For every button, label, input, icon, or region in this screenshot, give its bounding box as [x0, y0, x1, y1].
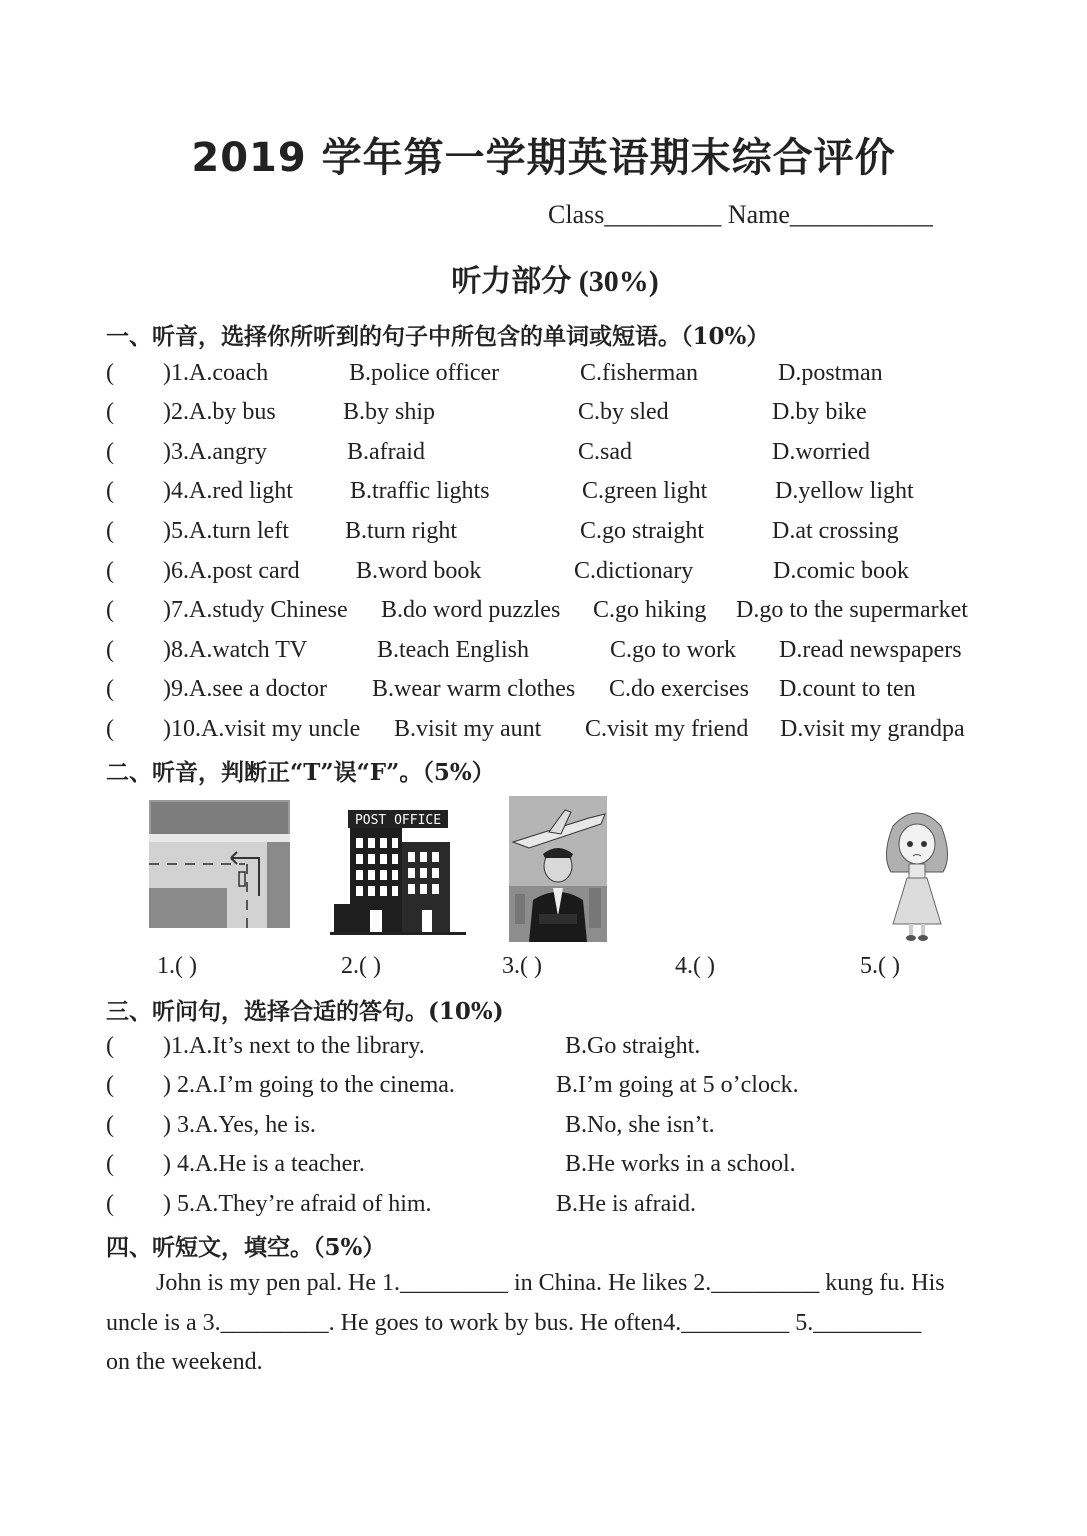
option-a: ) 4.A.He is a teacher.: [163, 1151, 365, 1177]
answer-paren: (: [106, 518, 114, 544]
passage-line-2: uncle is a 3._________. He goes to work by bus. He often4._________ 5._________: [106, 1310, 922, 1336]
option-a: )5.A.turn left: [163, 518, 289, 544]
option-a: )10.A.visit my uncle: [163, 716, 361, 742]
section3-heading: 三、听问句，选择合适的答句。(10%): [106, 998, 504, 1025]
option-b: B.traffic lights: [350, 478, 490, 504]
option-d: D.go to the supermarket: [736, 597, 968, 623]
answer-paren: (: [106, 1072, 114, 1098]
option-a: ) 3.A.Yes, he is.: [163, 1112, 316, 1138]
option-b: B.visit my aunt: [394, 716, 542, 742]
option-b: B.No, she isn’t.: [565, 1112, 715, 1138]
option-b: B.He is afraid.: [556, 1191, 696, 1217]
option-a: )1.A.It’s next to the library.: [163, 1033, 425, 1059]
answer-paren: (: [106, 399, 114, 425]
option-c: C.go to work: [610, 637, 736, 663]
option-b: B.He works in a school.: [565, 1151, 796, 1177]
section2-heading: 二、听音，判断正“T”误“F”。（5%）: [106, 759, 495, 786]
post-office-sign-text: POST OFFICE: [354, 813, 442, 828]
judge-item-1: 1.( ): [157, 953, 197, 979]
option-c: C.sad: [578, 439, 632, 465]
option-d: D.at crossing: [772, 518, 899, 544]
option-a: )9.A.see a doctor: [163, 676, 327, 702]
answer-paren: (: [106, 360, 114, 386]
page-title: 2019 学年第一学期英语期末综合评价: [191, 135, 896, 181]
option-b: B.teach English: [377, 637, 529, 663]
answer-paren: (: [106, 1151, 114, 1177]
answer-paren: (: [106, 439, 114, 465]
option-d: D.postman: [778, 360, 883, 386]
option-d: D.yellow light: [775, 478, 914, 504]
option-b: B.by ship: [343, 399, 436, 425]
girl-image: [879, 806, 955, 942]
option-b: B.afraid: [347, 439, 425, 465]
judge-item-2: 2.( ): [341, 953, 381, 979]
option-a: )8.A.watch TV: [163, 637, 308, 663]
option-c: C.go hiking: [593, 597, 707, 623]
answer-paren: (: [106, 558, 114, 584]
option-b: B.wear warm clothes: [372, 676, 576, 702]
option-d: D.visit my grandpa: [780, 716, 965, 742]
answer-paren: (: [106, 637, 114, 663]
option-c: C.go straight: [580, 518, 704, 544]
section-subtitle: 听力部分 (30%): [451, 265, 659, 298]
option-c: C.by sled: [578, 399, 669, 425]
section1-heading: 一、听音，选择你所听到的句子中所包含的单词或短语。（10%）: [106, 323, 770, 350]
answer-paren: (: [106, 676, 114, 702]
answer-paren: (: [106, 597, 114, 623]
option-a: ) 5.A.They’re afraid of him.: [163, 1191, 432, 1217]
class-name-line: Class_________ Name___________: [548, 200, 933, 229]
option-c: C.visit my friend: [585, 716, 749, 742]
judge-item-3: 3.( ): [502, 953, 542, 979]
option-a: )3.A.angry: [163, 439, 267, 465]
answer-paren: (: [106, 1191, 114, 1217]
option-d: D.worried: [772, 439, 870, 465]
option-a: )6.A.post card: [163, 558, 300, 584]
option-a: )1.A.coach: [163, 360, 269, 386]
option-c: C.fisherman: [580, 360, 698, 386]
answer-paren: (: [106, 478, 114, 504]
option-c: C.green light: [582, 478, 708, 504]
judge-item-4: 4.( ): [675, 953, 715, 979]
judge-item-5: 5.( ): [860, 953, 900, 979]
option-c: C.dictionary: [574, 558, 694, 584]
answer-paren: (: [106, 1112, 114, 1138]
pilot-image: [509, 796, 607, 942]
option-d: D.read newspapers: [779, 637, 962, 663]
option-b: B.police officer: [349, 360, 500, 386]
option-b: B.turn right: [345, 518, 457, 544]
passage-line-3: on the weekend.: [106, 1349, 263, 1375]
option-a: ) 2.A.I’m going to the cinema.: [163, 1072, 455, 1098]
option-b: B.word book: [356, 558, 482, 584]
option-d: D.by bike: [772, 399, 867, 425]
answer-paren: (: [106, 1033, 114, 1059]
answer-paren: (: [106, 716, 114, 742]
option-d: D.count to ten: [779, 676, 916, 702]
option-a: )2.A.by bus: [163, 399, 276, 425]
option-a: )7.A.study Chinese: [163, 597, 348, 623]
option-b: B.I’m going at 5 o’clock.: [556, 1072, 799, 1098]
option-d: D.comic book: [773, 558, 909, 584]
post-office-image: [330, 808, 466, 936]
option-b: B.do word puzzles: [381, 597, 561, 623]
section4-heading: 四、听短文，填空。（5%）: [106, 1234, 386, 1261]
option-a: )4.A.red light: [163, 478, 293, 504]
option-b: B.Go straight.: [565, 1033, 701, 1059]
passage-line-1: John is my pen pal. He 1._________ in China. He likes 2._________ kung fu. His: [156, 1270, 945, 1296]
option-c: C.do exercises: [609, 676, 749, 702]
road-map-image: [149, 800, 290, 928]
